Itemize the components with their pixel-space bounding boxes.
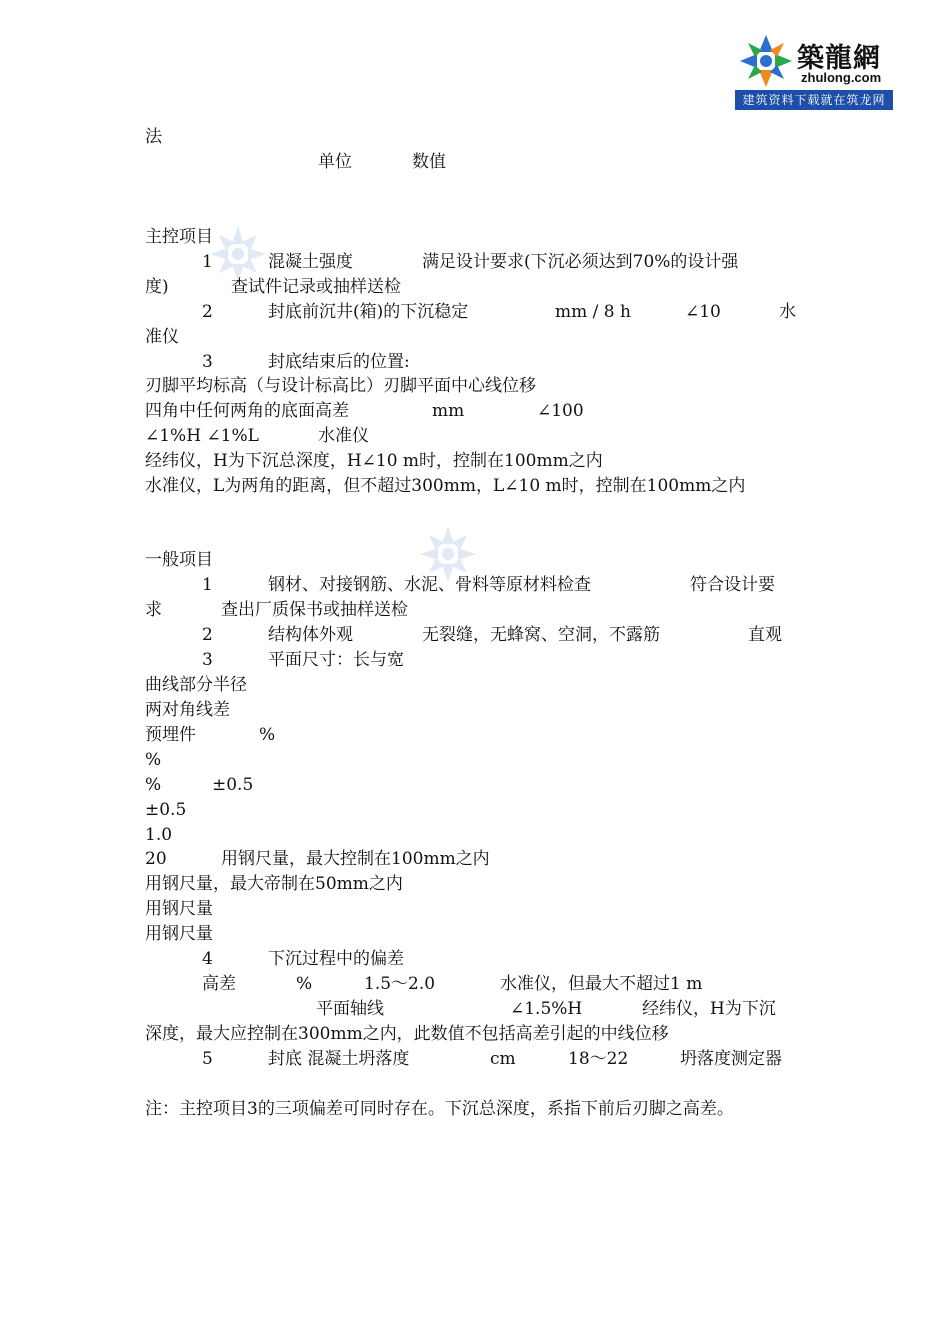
text-line: mm <box>432 401 465 421</box>
text-line: 平面轴线 <box>316 999 384 1019</box>
text-line: 准仪 <box>145 327 179 347</box>
item-number: 5 <box>202 1049 213 1069</box>
logo-brand-en: zhulong.com <box>801 70 882 85</box>
text-line: 用钢尺量 <box>145 899 213 919</box>
text-line: 刃脚平均标高（与设计标高比）刃脚平面中心线位移 <box>145 376 536 396</box>
text-line: ∠1.5%H <box>510 999 583 1019</box>
text-line: 求 <box>145 600 162 620</box>
text-line: 水 <box>779 302 796 322</box>
text-line: cm <box>490 1049 516 1069</box>
text-line: % <box>145 750 162 770</box>
item-number: 2 <box>202 625 213 645</box>
text-line: 水准仪，但最大不超过1 m <box>500 974 703 994</box>
text-line: 符合设计要 <box>690 575 775 595</box>
text-line: ∠100 <box>537 401 584 421</box>
text-line: 平面尺寸：长与宽 <box>268 650 404 670</box>
snowflake-logo-icon <box>737 32 795 90</box>
text-line: 混凝土强度 <box>268 252 353 272</box>
text-line: 经纬仪，H为下沉 <box>642 999 776 1019</box>
text-line: 法 <box>145 127 162 147</box>
text-line: 18～22 <box>568 1049 629 1069</box>
logo-slogan: 建筑资料下载就在筑龙网 <box>735 90 893 110</box>
text-line: 查出厂质保书或抽样送检 <box>221 600 408 620</box>
text-line: 1.5～2.0 <box>364 974 436 994</box>
text-line: 1.0 <box>145 825 173 845</box>
text-line: % <box>259 725 276 745</box>
text-line: % <box>296 974 313 994</box>
text-line: 曲线部分半径 <box>145 675 247 695</box>
section-heading-main: 主控项目 <box>145 227 213 247</box>
text-line: 预埋件 <box>145 725 196 745</box>
text-line: 深度，最大应控制在300mm之内，此数值不包括高差引起的中线位移 <box>145 1024 669 1044</box>
item-number: 2 <box>202 302 213 322</box>
text-line: ∠10 <box>685 302 721 322</box>
text-line: ±0.5 <box>145 800 187 820</box>
text-line: 经纬仪，H为下沉总深度，H∠10 m时，控制在100mm之内 <box>145 451 603 471</box>
text-line: 用钢尺量，最大控制在100mm之内 <box>221 849 490 869</box>
text-line: 无裂缝，无蜂窝、空洞，不露筋 <box>422 625 660 645</box>
text-line: 水准仪，L为两角的距离，但不超过300mm，L∠10 m时，控制在100mm之内 <box>145 476 746 496</box>
text-line: 四角中任何两角的底面高差 <box>145 401 349 421</box>
text-line: 坍落度测定器 <box>680 1049 782 1069</box>
item-number: 1 <box>202 252 213 272</box>
logo-brand-cn: 築龍網 <box>797 43 881 74</box>
text-line: 查试件记录或抽样送检 <box>231 277 401 297</box>
text-line: 高差 <box>202 974 236 994</box>
text-line: 下沉过程中的偏差 <box>268 949 404 969</box>
footnote: 注：主控项目3的三项偏差可同时存在。下沉总深度，系指下前后刃脚之高差。 <box>145 1099 734 1119</box>
text-line: 满足设计要求(下沉必须达到70%的设计强 <box>422 252 739 272</box>
section-heading-general: 一般项目 <box>145 550 213 570</box>
text-line: % <box>145 775 162 795</box>
text-line: 两对角线差 <box>145 700 230 720</box>
text-line: 结构体外观 <box>268 625 353 645</box>
text-line: 用钢尺量，最大帝制在50mm之内 <box>145 874 403 894</box>
text-line: ∠1%H ∠1%L <box>145 426 259 446</box>
text-line: mm / 8 h <box>555 302 631 322</box>
item-number: 4 <box>202 949 213 969</box>
text-line: 水准仪 <box>318 426 369 446</box>
text-line: 封底前沉井(箱)的下沉稳定 <box>268 302 469 322</box>
item-number: 3 <box>202 352 213 372</box>
item-number: 3 <box>202 650 213 670</box>
column-header-unit: 单位 <box>318 152 352 172</box>
text-line: 20 <box>145 849 167 869</box>
column-header-value: 数值 <box>412 152 446 172</box>
text-line: 封底结束后的位置: <box>268 352 410 372</box>
zhulong-logo[interactable] <box>735 28 893 110</box>
watermark-snowflake-icon <box>208 224 268 284</box>
item-number: 1 <box>202 575 213 595</box>
text-line: 钢材、对接钢筋、水泥、骨料等原材料检查 <box>268 575 591 595</box>
text-line: 度) <box>145 277 169 297</box>
text-line: 用钢尺量 <box>145 924 213 944</box>
text-line: ±0.5 <box>212 775 254 795</box>
text-line: 直观 <box>748 625 782 645</box>
text-line: 封底 混凝土坍落度 <box>268 1049 410 1069</box>
